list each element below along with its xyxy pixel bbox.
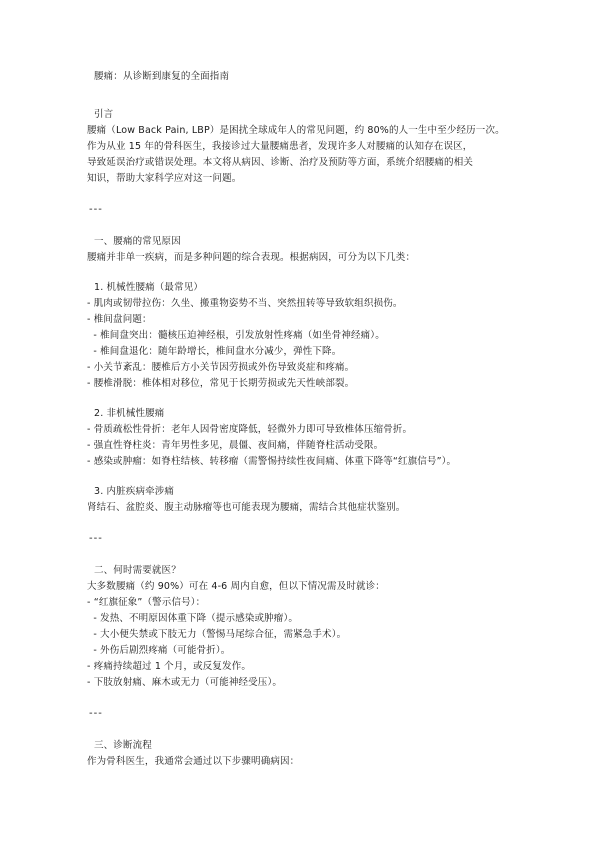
section1-heading: 一、腰痛的常见原因 xyxy=(94,236,181,247)
document-title: 腰痛：从诊断到康复的全面指南 xyxy=(94,71,230,82)
list-item: - 小关节紊乱：腰椎后方小关节因劳损或外伤导致炎症和疼痛。 xyxy=(87,362,355,373)
section1-sub3-text: 肾结石、盆腔炎、腹主动脉瘤等也可能表现为腰痛，需结合其他症状鉴别。 xyxy=(87,502,406,513)
section1-sub3-heading: 3. 内脏疾病牵涉痛 xyxy=(94,486,175,497)
separator: --- xyxy=(89,533,103,544)
list-item: - 发热、不明原因体重下降（提示感染或肿瘤）。 xyxy=(87,613,298,624)
list-item: - 骨质疏松性骨折：老年人因骨密度降低，轻微外力即可导致椎体压缩骨折。 xyxy=(87,424,413,435)
list-item: - 椎间盘退化：随年龄增长，椎间盘水分减少，弹性下降。 xyxy=(87,346,342,357)
list-item: - 下肢放射痛、麻木或无力（可能神经受压）。 xyxy=(87,677,282,688)
intro-line: 作为从业 15 年的骨科医生，我接诊过大量腰痛患者，发现许多人对腰痛的认知存在误区， xyxy=(87,141,473,152)
list-item: - 外伤后剧烈疼痛（可能骨折）。 xyxy=(87,645,231,656)
list-item: - 肌肉或韧带拉伤：久坐、搬重物姿势不当、突然扭转等导致软组织损伤。 xyxy=(87,298,403,309)
section3-intro: 作为骨科医生，我通常会通过以下步骤明确病因： xyxy=(87,756,300,767)
separator: --- xyxy=(89,204,103,215)
section3-heading: 三、诊断流程 xyxy=(94,740,152,751)
intro-line: 导致延误治疗或错误处理。本文将从病因、诊断、治疗及预防等方面，系统介绍腰痛的相关 xyxy=(87,157,474,168)
intro-heading: 引言 xyxy=(94,109,114,120)
list-item: - 感染或肿瘤：如脊柱结核、转移瘤（需警惕持续性夜间痛、体重下降等“红旗信号”）。 xyxy=(87,456,457,467)
list-item: - 椎间盘突出：髓核压迫神经根，引发放射性疼痛（如坐骨神经痛）。 xyxy=(87,330,385,341)
section1-sub2-heading: 2. 非机械性腰痛 xyxy=(94,408,165,419)
list-item: - 大小便失禁或下肢无力（警惕马尾综合征，需紧急手术）。 xyxy=(87,629,347,640)
separator: --- xyxy=(89,708,103,719)
list-item: - “红旗征象”（警示信号）： xyxy=(87,597,206,608)
section1-sub1-heading: 1. 机械性腰痛（最常见） xyxy=(94,282,204,293)
section1-intro: 腰痛并非单一疾病，而是多种问题的综合表现。根据病因，可分为以下几类： xyxy=(87,252,416,263)
intro-line: 知识，帮助大家科学应对这一问题。 xyxy=(87,173,242,184)
list-item: - 腰椎滑脱：椎体相对移位，常见于长期劳损或先天性峡部裂。 xyxy=(87,378,355,389)
list-item: - 椎间盘问题： xyxy=(87,314,152,325)
section2-intro: 大多数腰痛（约 90%）可在 4-6 周内自愈，但以下情况需及时就诊： xyxy=(87,581,385,592)
list-item: - 强直性脊柱炎：青年男性多见，晨僵、夜间痛，伴随脊柱活动受限。 xyxy=(87,440,384,451)
list-item: - 疼痛持续超过 1 个月，或反复发作。 xyxy=(87,661,252,672)
intro-line: 腰痛（Low Back Pain, LBP）是困扰全球成年人的常见问题，约 80%的人一生中至少经历一次。 xyxy=(87,125,505,136)
section2-heading: 二、何时需要就医？ xyxy=(94,565,181,576)
